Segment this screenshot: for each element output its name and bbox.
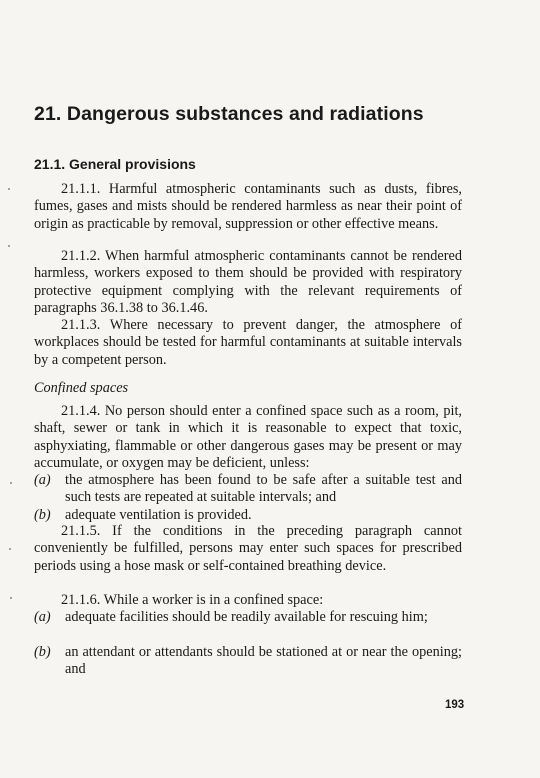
list-item-21-1-4-a [34,472,462,507]
margin-speck [9,548,11,550]
section-heading: 21.1. General provisions [34,156,196,172]
list-item-text: adequate facilities should be readily available for rescuing him; [65,609,428,625]
paragraph-21-1-4: 21.1.4. No person should enter a confined space such as a room, pit, shaft, sewer or tank in which it is reasonable to expect that toxic, asphyxiating, flammable or other dangerous gases may be present or may accumulate, or oxygen may be deficient, unless: [34,403,462,471]
paragraph-21-1-6: 21.1.6. While a worker is in a confined space: [61,592,324,608]
margin-speck [10,597,12,599]
list-item-21-1-4-b [34,507,462,524]
list-item-21-1-6-b [34,644,462,679]
list-item-text: an attendant or attendants should be stationed at or near the opening; and [65,644,462,678]
list-item-text: the atmosphere has been found to be safe after a suitable test and such tests are repeated at suitable intervals; and [65,472,462,506]
list-marker: (a) [34,472,51,488]
paragraph-21-1-2: 21.1.2. When harmful atmospheric contaminants cannot be rendered harmless, workers exposed to them should be provided with respiratory protective equipment complying with the relevant requirements of paragraphs 36.1.38 to 36.1.46. [34,248,462,316]
page-number: 193 [445,699,465,711]
paragraph-21-1-3: 21.1.3. Where necessary to prevent danger, the atmosphere of workplaces should be tested for harmful contaminants at suitable intervals by a competent person. [34,317,462,368]
list-marker: (b) [34,644,51,660]
margin-speck [8,188,10,190]
list-item-text: adequate ventilation is provided. [65,507,252,523]
paragraph-21-1-1: 21.1.1. Harmful atmospheric contaminants such as dusts, fibres, fumes, gases and mists should be rendered harmless as near their point of origin as practicable by removal, suppression or other effective means. [34,181,462,232]
list-item-21-1-6-a [34,609,462,626]
chapter-title: 21. Dangerous substances and radiations [34,103,424,125]
list-marker: (a) [34,609,51,625]
confined-spaces-heading: Confined spaces [34,380,129,396]
paragraph-21-1-5: 21.1.5. If the conditions in the preceding paragraph cannot conveniently be fulfilled, persons may enter such spaces for prescribed periods using a hose mask or self-contained breathing device. [34,523,462,574]
list-marker: (b) [34,507,51,523]
margin-speck [8,245,10,247]
margin-speck [10,482,12,484]
